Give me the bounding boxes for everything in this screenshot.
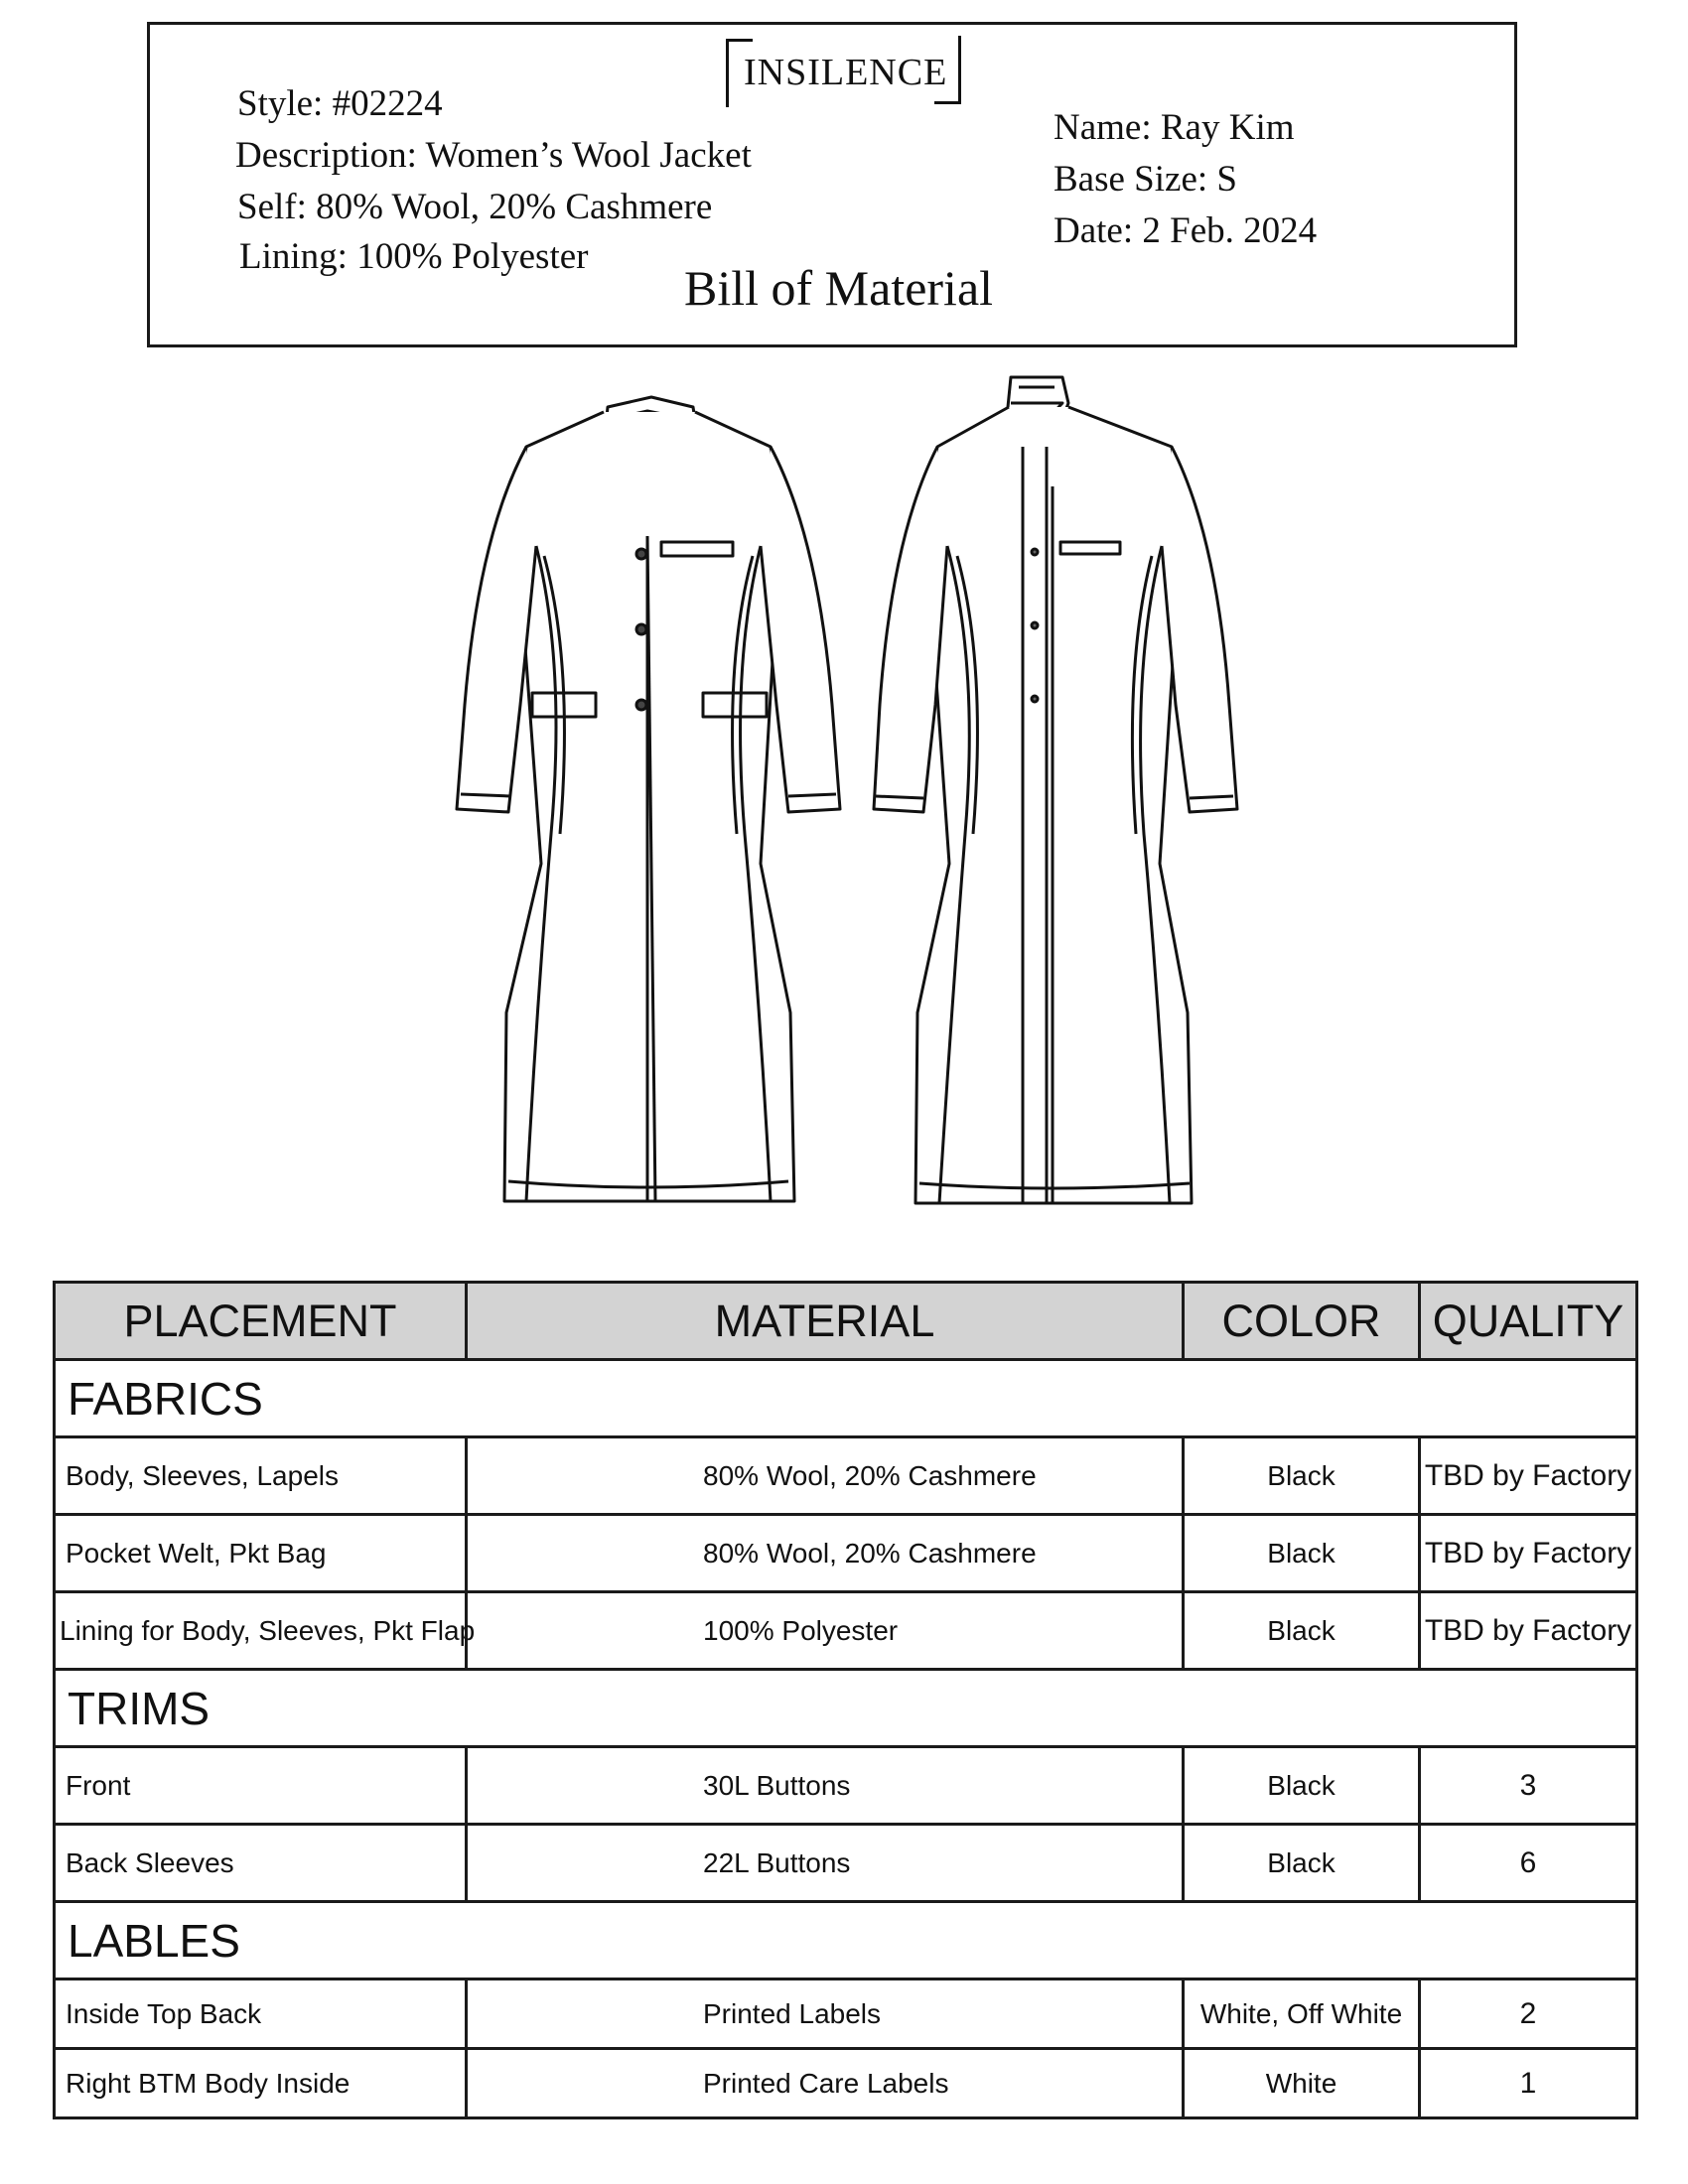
material-cell: 80% Wool, 20% Cashmere (467, 1515, 1184, 1592)
description: Description: Women’s Wool Jacket (235, 135, 752, 176)
bom-table (53, 1281, 1638, 2119)
quality-cell: 3 (1420, 1747, 1637, 1825)
material-cell: 80% Wool, 20% Cashmere (467, 1437, 1184, 1515)
page-title: Bill of Material (684, 260, 994, 316)
section-row-trims (55, 1670, 1637, 1747)
color-cell: Black (1184, 1825, 1420, 1902)
designer-name: Name: Ray Kim (1054, 107, 1295, 148)
table-row (55, 1825, 1637, 1902)
section-title: FABRICS (55, 1360, 1637, 1437)
back-view-sketch (874, 377, 1237, 1203)
section-title: TRIMS (55, 1670, 1637, 1747)
color-cell: White (1184, 2049, 1420, 2118)
placement-cell: Body, Sleeves, Lapels (55, 1437, 467, 1515)
material-cell: Printed Labels (467, 1979, 1184, 2049)
quality-cell: TBD by Factory (1420, 1515, 1637, 1592)
quality-cell: 1 (1420, 2049, 1637, 2118)
placement-cell: Back Sleeves (55, 1825, 467, 1902)
material-cell: 100% Polyester (467, 1592, 1184, 1670)
column-header-material: MATERIAL (467, 1283, 1184, 1360)
section-title: LABLES (55, 1902, 1637, 1979)
color-cell: Black (1184, 1515, 1420, 1592)
header-box (147, 22, 1517, 347)
garment-sketches (417, 367, 1271, 1231)
table-row (55, 1515, 1637, 1592)
quality-cell: TBD by Factory (1420, 1437, 1637, 1515)
material-cell: 30L Buttons (467, 1747, 1184, 1825)
color-cell: Black (1184, 1437, 1420, 1515)
column-header-quality: QUALITY (1420, 1283, 1637, 1360)
color-cell: Black (1184, 1747, 1420, 1825)
table-row (55, 1437, 1637, 1515)
brand-logo: INSILENCE (726, 39, 961, 104)
placement-cell: Front (55, 1747, 467, 1825)
table-row (55, 2049, 1637, 2118)
placement-cell: Inside Top Back (55, 1979, 467, 2049)
material-cell: Printed Care Labels (467, 2049, 1184, 2118)
placement-cell: Right BTM Body Inside (55, 2049, 467, 2118)
column-header-placement: PLACEMENT (55, 1283, 467, 1360)
front-view-sketch (457, 397, 840, 1201)
date: Date: 2 Feb. 2024 (1054, 210, 1318, 251)
section-row-lables (55, 1902, 1637, 1979)
quality-cell: 6 (1420, 1825, 1637, 1902)
material-cell: 22L Buttons (467, 1825, 1184, 1902)
placement-cell: Lining for Body, Sleeves, Pkt Flap (55, 1592, 467, 1670)
color-cell: White, Off White (1184, 1979, 1420, 2049)
table-header-row (55, 1283, 1637, 1360)
base-size: Base Size: S (1054, 159, 1237, 200)
column-header-color: COLOR (1184, 1283, 1420, 1360)
table-row (55, 1747, 1637, 1825)
table-row (55, 1979, 1637, 2049)
table-row (55, 1592, 1637, 1670)
quality-cell: TBD by Factory (1420, 1592, 1637, 1670)
quality-cell: 2 (1420, 1979, 1637, 2049)
placement-cell: Pocket Welt, Pkt Bag (55, 1515, 467, 1592)
self-fabric: Self: 80% Wool, 20% Cashmere (237, 187, 713, 227)
color-cell: Black (1184, 1592, 1420, 1670)
section-row-fabrics (55, 1360, 1637, 1437)
lining-fabric: Lining: 100% Polyester (239, 236, 589, 277)
style-number: Style: #02224 (237, 83, 443, 124)
